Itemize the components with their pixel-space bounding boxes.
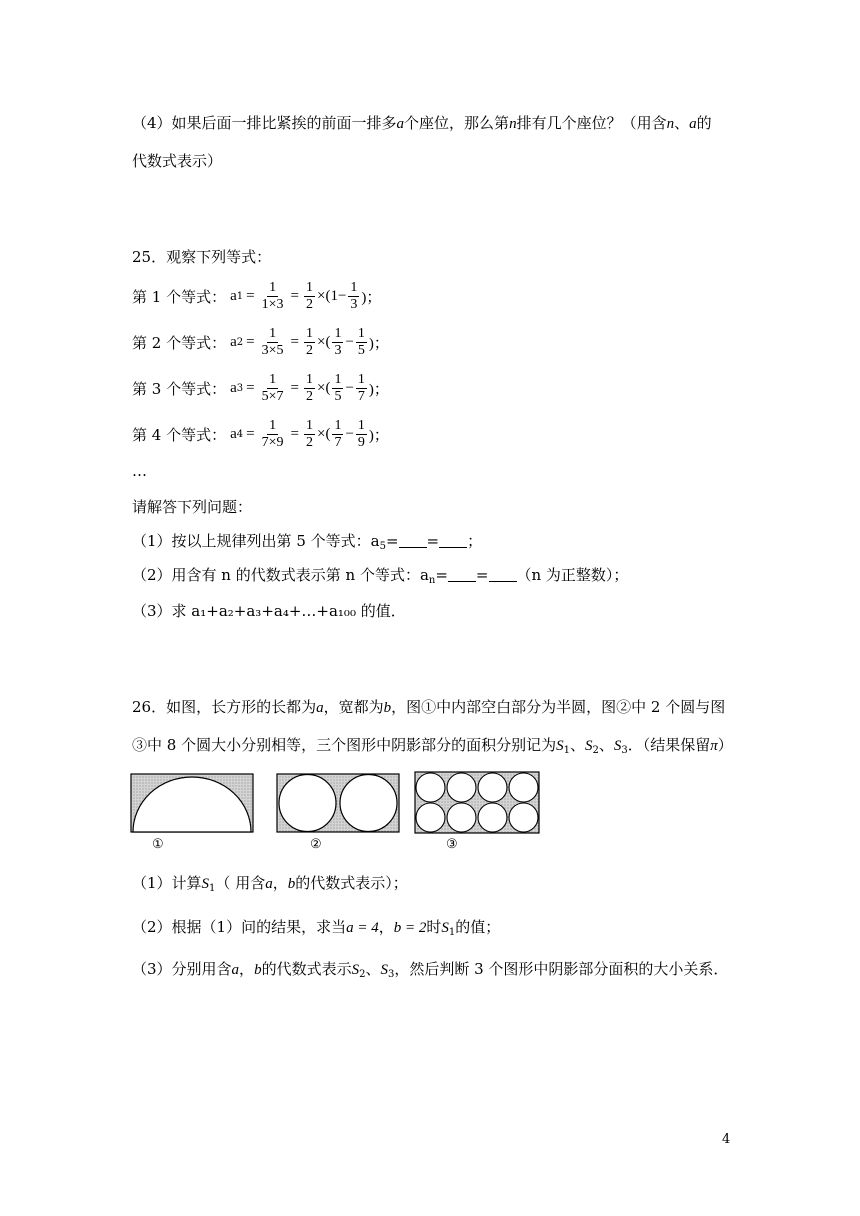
q25-prompt: 请解答下列问题： <box>132 498 253 516</box>
circle-shape <box>416 803 445 832</box>
equation-subscript: 2 <box>236 337 244 349</box>
figure-label-2: ② <box>310 837 322 852</box>
q25-part2: （2）用含有 n 的代数式表示第 n 个等式：$a_n= = (n$ 为正整数）； <box>132 566 629 586</box>
q25-part3: （3）求 a₁+a₂+a₃+a₄+…+a₁₀₀ 的值． <box>132 602 406 620</box>
q26-part2: （2）根据（1）问的结果，求当a = 4，b = 2时$S_1$的值； <box>132 918 501 938</box>
circle-shape <box>447 803 476 832</box>
q25-equation-2: 第 2 个等式： a 2 = $\frac{1}{3\times 5}$ = $\frac{1}{2}$ ×( $\frac{1}{3}$ − $\frac{1}{5}$ )； <box>132 326 389 359</box>
answer-blank[interactable] <box>448 567 476 582</box>
q25-equation-4: 第 4 个等式： a 4 = $\frac{1}{7\times 9}$ = $\frac{1}{2}$ ×( $\frac{1}{7}$ − $\frac{1}{9}$ )； <box>132 418 389 451</box>
answer-blank[interactable] <box>399 533 427 548</box>
fraction: $\frac{1}{7}$ <box>357 372 365 405</box>
fraction: $\frac{1}{7}$ <box>334 418 342 451</box>
equation-label: 第 1 个等式： <box>132 288 227 307</box>
figure-2-two-circles <box>276 773 400 834</box>
equation-lhs: a <box>230 426 237 443</box>
q25-equation-3: 第 3 个等式： a 3 = $\frac{1}{5\times 7}$ = $\frac{1}{2}$ ×( $\frac{1}{5}$ − $\frac{1}{7}$ )； <box>132 372 389 405</box>
equation-subscript: 1 <box>236 291 244 303</box>
circle-shape <box>447 773 476 802</box>
fraction: $\frac{1}{7\times 9}$ <box>261 418 284 451</box>
fraction: $\frac{1}{9}$ <box>357 418 365 451</box>
equation-label: 第 2 个等式： <box>132 334 227 353</box>
fraction: $\frac{1}{2}$ <box>305 418 313 451</box>
equation-subscript: 4 <box>236 429 244 441</box>
fraction: $\frac{1}{2}$ <box>305 326 313 359</box>
q26-part3: （3）分别用含a，b的代数式表示$S_2$、$S_3$，然后判断 3 个图形中阴影部分面积的大小关系． <box>132 960 729 980</box>
equation-lhs: a <box>230 380 237 397</box>
answer-blank[interactable] <box>439 533 467 548</box>
circle-shape <box>416 773 445 802</box>
q26-line2: ③中 8 个圆大小分别相等，三个图形中阴影部分的面积分别记为$S_1$、$S_2$、$S_3$．（结果保留π） <box>132 736 733 756</box>
equation-lhs: a <box>230 288 237 305</box>
fraction: $\frac{1}{5}$ <box>357 326 365 359</box>
q25-ellipsis: … <box>132 462 147 480</box>
q24-part4-line1: （4）如果后面一排比紧挨的前面一排多a个座位，那么第n排有几个座位？（用含n、a的 <box>132 114 712 132</box>
q26-part1: （1）计算$S_1$（ 用含a，b的代数式表示）； <box>132 874 408 894</box>
q25-title: 25．观察下列等式： <box>132 248 272 266</box>
fraction: $\frac{1}{2}$ <box>305 372 313 405</box>
circle-shape <box>478 803 507 832</box>
page-number: 4 <box>722 1132 731 1147</box>
equation-label: 第 3 个等式： <box>132 380 227 399</box>
answer-blank[interactable] <box>489 567 517 582</box>
figure-label-3: ③ <box>446 837 458 852</box>
q24-part4-line2: 代数式表示） <box>132 152 223 170</box>
circle-shape <box>340 775 397 832</box>
fraction: $\frac{1}{3}$ <box>350 280 358 313</box>
fraction: $\frac{1}{2}$ <box>305 280 313 313</box>
figure-3-eight-circles <box>414 771 540 835</box>
fraction: $\frac{1}{3}$ <box>334 326 342 359</box>
figure-label-1: ① <box>152 837 164 852</box>
q25-part1: （1）按以上规律列出第 5 个等式：$a_5=$ = ； <box>132 532 483 552</box>
fraction: $\frac{1}{5\times 7}$ <box>261 372 284 405</box>
equation-subscript: 3 <box>236 383 244 395</box>
fraction: $\frac{1}{5}$ <box>334 372 342 405</box>
equation-lhs: a <box>230 334 237 351</box>
circle-shape <box>279 775 336 832</box>
fraction: $\frac{1}{1\times 3}$ <box>261 280 284 313</box>
circle-shape <box>509 773 538 802</box>
fraction: $\frac{1}{3\times 5}$ <box>261 326 284 359</box>
equation-label: 第 4 个等式： <box>132 426 227 445</box>
figure-1-semicircle <box>130 773 254 834</box>
q25-equation-1: 第 1 个等式： a 1 = $\frac{1}{1\times 3}$ = $\frac{1}{2}$ ×(1− $\frac{1}{3}$ )； <box>132 280 382 313</box>
circle-shape <box>478 773 507 802</box>
q26-line1: 26．如图，长方形的长都为a，宽都为b，图①中内部空白部分为半圆，图②中 2 个圆与图 <box>132 698 726 716</box>
circle-shape <box>509 803 538 832</box>
